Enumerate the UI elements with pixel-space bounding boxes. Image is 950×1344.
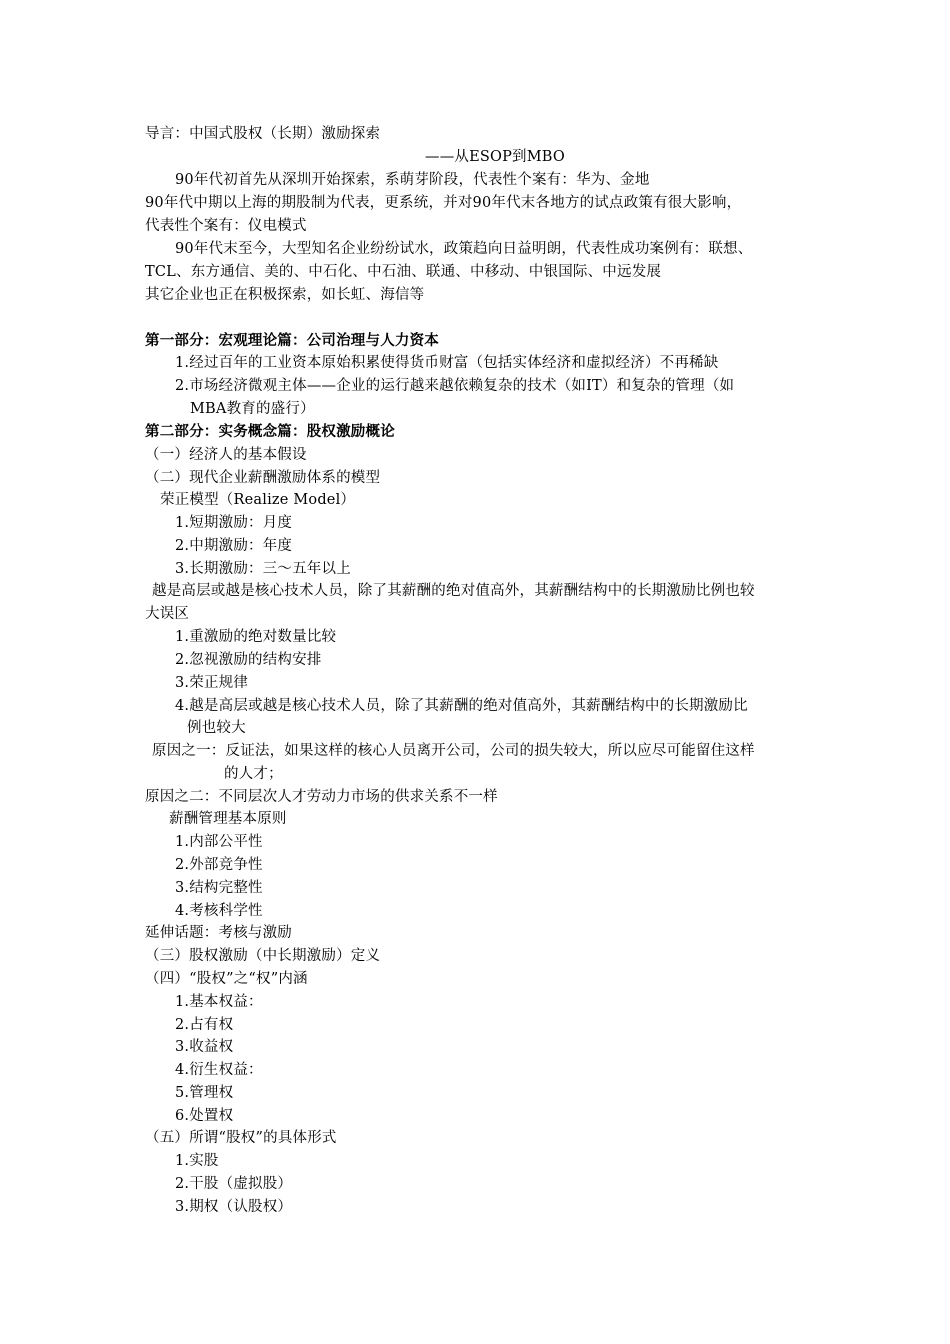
right-item-2: 2.占有权 — [175, 1017, 234, 1033]
principle-item-2: 2.外部竞争性 — [175, 857, 263, 873]
principles-heading: 薪酬管理基本原则 — [169, 811, 287, 827]
model-name: 荣正模型（Realize Model） — [160, 492, 356, 508]
section-2-heading: （二）现代企业薪酬激励体系的模型 — [145, 470, 381, 486]
model-item-3: 3.长期激励：三～五年以上 — [175, 561, 351, 577]
section-3-heading: （三）股权激励（中长期激励）定义 — [145, 948, 381, 964]
section-5-heading: （五）所谓“股权”的具体形式 — [145, 1130, 337, 1146]
principle-item-3: 3.结构完整性 — [175, 880, 263, 896]
form-item-1: 1.实股 — [175, 1153, 219, 1169]
principle-item-4: 4.考核科学性 — [175, 903, 263, 919]
intro-paragraph-1: 90年代初首先从深圳开始探索，系萌芽阶段，代表性个案有：华为、金地 — [175, 172, 650, 188]
misconception-item-1: 1.重激励的绝对数量比较 — [175, 629, 337, 645]
model-item-1: 1.短期激励：月度 — [175, 515, 293, 531]
part2-heading: 第二部分：实务概念篇：股权激励概论 — [145, 423, 395, 440]
part1-item-2-line-1: 2.市场经济微观主体——企业的运行越来越依赖复杂的技术（如IT）和复杂的管理（如 — [175, 378, 735, 394]
intro-subtitle: ——从ESOP到MBO — [425, 149, 566, 165]
part1-heading: 第一部分：宏观理论篇：公司治理与人力资本 — [145, 332, 439, 349]
misconceptions-heading: 大误区 — [145, 606, 190, 622]
part1-item-2-line-2: MBA教育的盛行） — [190, 401, 315, 417]
reason-1-line-1: 原因之一：反证法，如果这样的核心人员离开公司，公司的损失较大，所以应尽可能留住这样 — [152, 743, 755, 759]
model-item-2: 2.中期激励：年度 — [175, 538, 293, 554]
intro-paragraph-4: 其它企业也正在积极探索，如长虹、海信等 — [145, 287, 425, 303]
form-item-2: 2.干股（虚拟股） — [175, 1176, 293, 1192]
right-item-3: 3.收益权 — [175, 1039, 234, 1055]
part1-item-1: 1.经过百年的工业资本原始积累使得货币财富（包括实体经济和虚拟经济）不再稀缺 — [175, 355, 719, 371]
principle-item-1: 1.内部公平性 — [175, 834, 263, 850]
intro-paragraph-3-line-1: 90年代末至今，大型知名企业纷纷试水，政策趋向日益明朗，代表性成功案例有：联想、 — [175, 241, 753, 257]
right-item-1: 1.基本权益： — [175, 994, 263, 1010]
right-item-6: 6.处置权 — [175, 1108, 234, 1124]
intro-paragraph-3-line-2: TCL、东方通信、美的、中石化、中石油、联通、中移动、中银国际、中远发展 — [145, 264, 662, 280]
misconception-item-3: 3.荣正规律 — [175, 675, 249, 691]
reason-1-line-2: 的人才； — [224, 766, 283, 782]
intro-title: 导言：中国式股权（长期）激励探索 — [145, 126, 381, 142]
section-4-heading: （四）“股权”之“权”内涵 — [145, 971, 308, 987]
model-note: 越是高层或越是核心技术人员，除了其薪酬的绝对值高外，其薪酬结构中的长期激励比例也较 — [152, 583, 755, 599]
section-1-heading: （一）经济人的基本假设 — [145, 447, 307, 463]
intro-paragraph-2-line-1: 90年代中期以上海的期股制为代表，更系统，并对90年代末各地方的试点政策有很大影响， — [145, 195, 742, 211]
form-item-3: 3.期权（认股权） — [175, 1199, 293, 1215]
intro-paragraph-2-line-2: 代表性个案有：仪电模式 — [145, 218, 307, 234]
misconception-item-2: 2.忽视激励的结构安排 — [175, 652, 322, 668]
right-item-5: 5.管理权 — [175, 1085, 234, 1101]
reason-2: 原因之二：不同层次人才劳动力市场的供求关系不一样 — [145, 789, 498, 805]
misconception-item-4-line-2: 例也较大 — [187, 720, 246, 736]
misconception-item-4-line-1: 4.越是高层或越是核心技术人员，除了其薪酬的绝对值高外，其薪酬结构中的长期激励比 — [175, 698, 748, 714]
right-item-4: 4.衍生权益： — [175, 1062, 263, 1078]
extension-topic: 延伸话题：考核与激励 — [145, 925, 292, 941]
